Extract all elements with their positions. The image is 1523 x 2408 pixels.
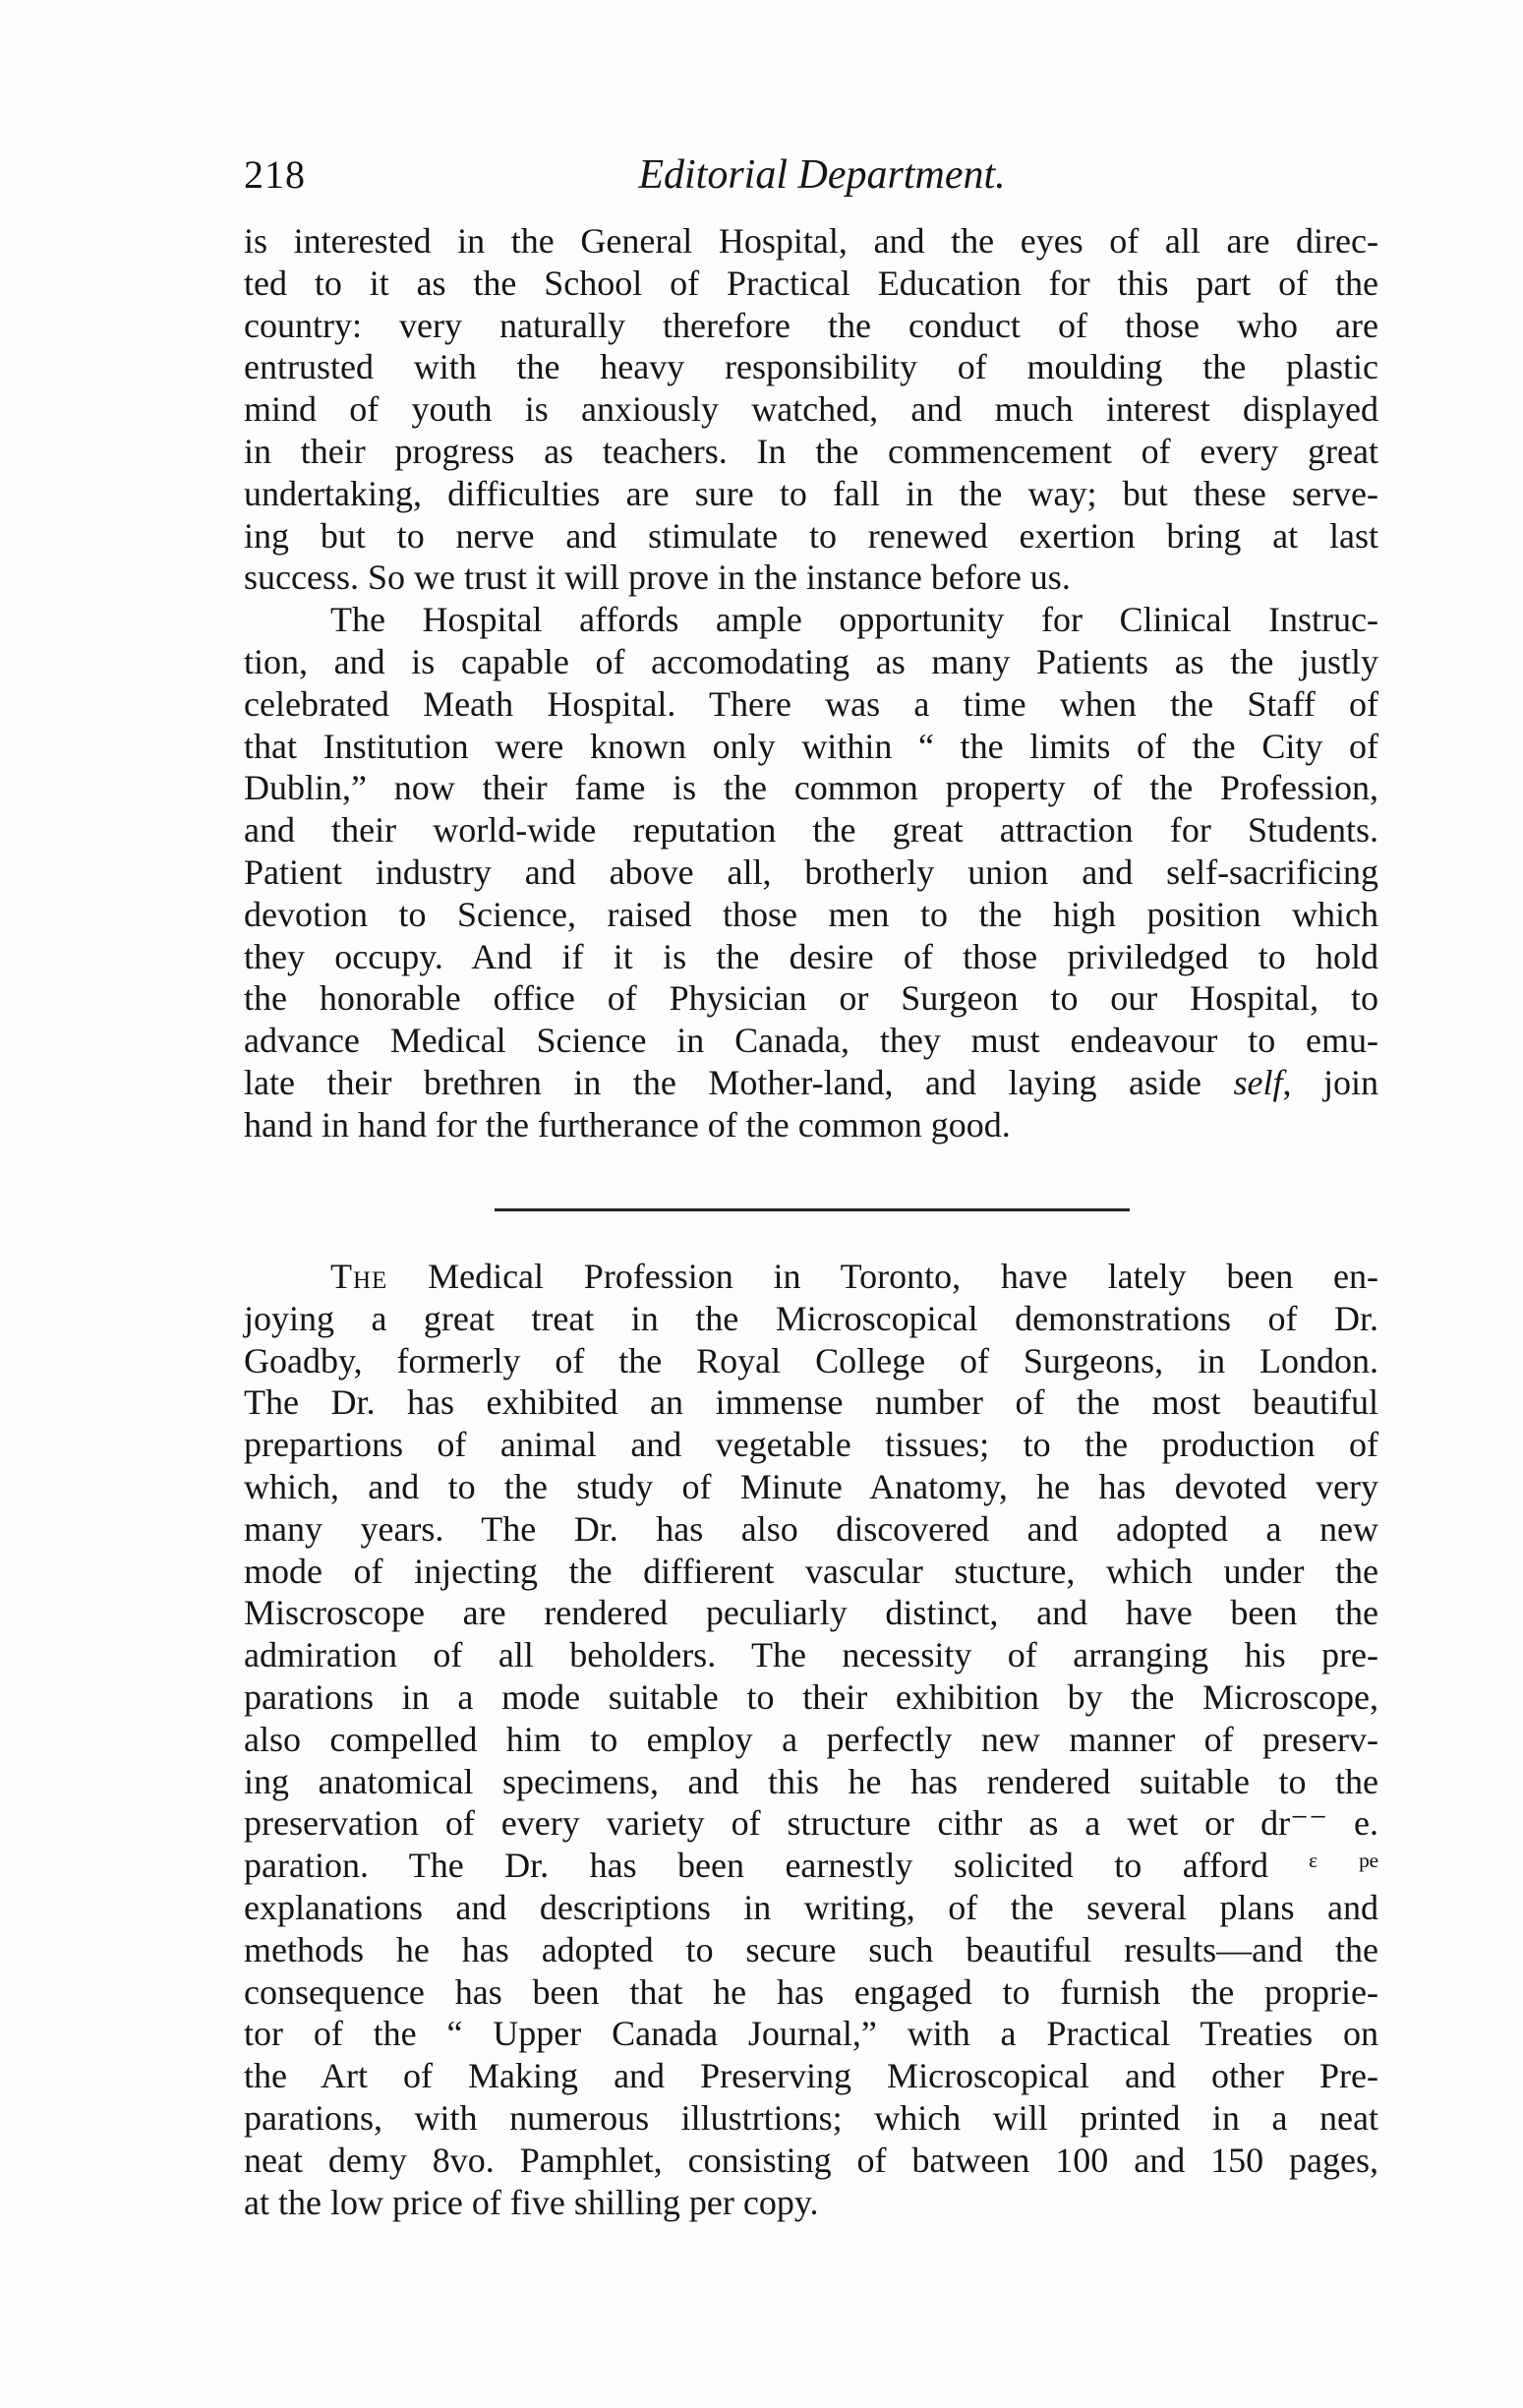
text-line: methods he has adopted to secure such beautiful results—and the <box>244 1929 1378 1969</box>
text-line: hand in hand for the furtherance of the common good. <box>244 1104 1011 1145</box>
text-line: neat demy 8vo. Pamphlet, consisting of batween 100 and 150 pages, <box>244 2140 1378 2180</box>
text-line: also compelled him to employ a perfectly new manner of preserv- <box>244 1719 1378 1759</box>
text-line: at the low price of five shilling per copy. <box>244 2182 819 2222</box>
running-title: Editorial Department. <box>638 152 1006 198</box>
text-line: country: very naturally therefore the conduct of those who are <box>244 305 1378 345</box>
text-line: ing but to nerve and stimulate to renewed exertion bring at last <box>244 515 1378 556</box>
text-line: tion, and is capable of accomodating as many Patients as the justly <box>244 642 1378 681</box>
text-run: Medical Profession in Toronto, have lately been en- <box>387 1257 1378 1296</box>
text-line: Goadby, formerly of the Royal College of Surgeons, in London. <box>244 1340 1378 1380</box>
text-line: prepartions of animal and vegetable tissues; to the production of <box>244 1425 1378 1465</box>
text-line: many years. The Dr. has also discovered and adopted a new <box>244 1508 1378 1549</box>
text-line: The Dr. has exhibited an immense number of the most beautiful <box>244 1382 1378 1423</box>
text-line: paration. The Dr. has been earnestly solicited to afford ᵋ ᵖᵉ <box>244 1846 1378 1886</box>
text-line: parations, with numerous illustrtions; which will printed in a neat <box>244 2098 1378 2138</box>
text-line: The Hospital affords ample opportunity for Clinical Instruc- <box>330 600 1378 640</box>
text-line: entrusted with the heavy responsibility of moulding the plastic <box>244 347 1378 387</box>
text-line: which, and to the study of Minute Anatomy, he has devoted very <box>244 1467 1378 1506</box>
text-line: consequence has been that he has engaged to furnish the proprie- <box>244 1971 1378 2012</box>
section-divider <box>495 1208 1130 1211</box>
text-line: parations in a mode suitable to their exhibition by the Microscope, <box>244 1677 1378 1717</box>
text-line: and their world-wide reputation the great attraction for Students. <box>244 810 1378 851</box>
text-run: , join <box>1282 1063 1378 1102</box>
text-line: celebrated Meath Hospital. There was a time when the Staff of <box>244 683 1378 724</box>
text-line: Dublin,” now their fame is the common property of the Profession, <box>244 768 1378 808</box>
text-line: admiration of all beholders. The necessity of arranging his pre- <box>244 1635 1378 1675</box>
text-line: the Art of Making and Preserving Microscopical and other Pre- <box>244 2056 1378 2096</box>
text-run: late their brethren in the Mother-land, and laying aside <box>244 1063 1234 1102</box>
text-line <box>244 1062 1378 1104</box>
text-line: explanations and descriptions in writing, of the several plans and <box>244 1888 1378 1927</box>
small-caps-lead-word: The <box>330 1257 388 1296</box>
page-number: 218 <box>244 152 306 197</box>
text-line: ted to it as the School of Practical Education for this part of the <box>244 263 1378 303</box>
text-line: that Institution were known only within “ the limits of the City of <box>244 726 1378 766</box>
text-line: the honorable office of Physician or Surgeon to our Hospital, to <box>244 978 1378 1019</box>
text-line: joying a great treat in the Microscopical demonstrations of Dr. <box>244 1298 1378 1338</box>
text-line: is interested in the General Hospital, and the eyes of all are direc- <box>244 221 1378 261</box>
text-line: Patient industry and above all, brotherly union and self-sacrificing <box>244 852 1378 892</box>
text-line: they occupy. And if it is the desire of those priviledged to hold <box>244 936 1378 976</box>
italic-word: self <box>1233 1063 1283 1102</box>
text-line: ing anatomical specimens, and this he has rendered suitable to the <box>244 1761 1378 1801</box>
text-line: in their progress as teachers. In the commencement of every great <box>244 432 1378 471</box>
text-line: Miscroscope are rendered peculiarly distinct, and have been the <box>244 1593 1378 1633</box>
text-line: devotion to Science, raised those men to the high position which <box>244 894 1378 934</box>
text-line: success. So we trust it will prove in the instance before us. <box>244 558 1071 598</box>
text-line: preservation of every variety of structure cithr as a wet or dr⁻⁻ e. <box>244 1803 1378 1844</box>
text-line: tor of the “ Upper Canada Journal,” with a Practical Treaties on <box>244 2014 1378 2054</box>
text-line: mind of youth is anxiously watched, and much interest displayed <box>244 389 1378 430</box>
text-line: mode of injecting the diffierent vascular stucture, which under the <box>244 1551 1378 1591</box>
text-line: undertaking, difficulties are sure to fall in the way; but these serve- <box>244 473 1378 513</box>
text-line: advance Medical Science in Canada, they must endeavour to emu- <box>244 1021 1378 1061</box>
text-line <box>244 1256 1378 1298</box>
